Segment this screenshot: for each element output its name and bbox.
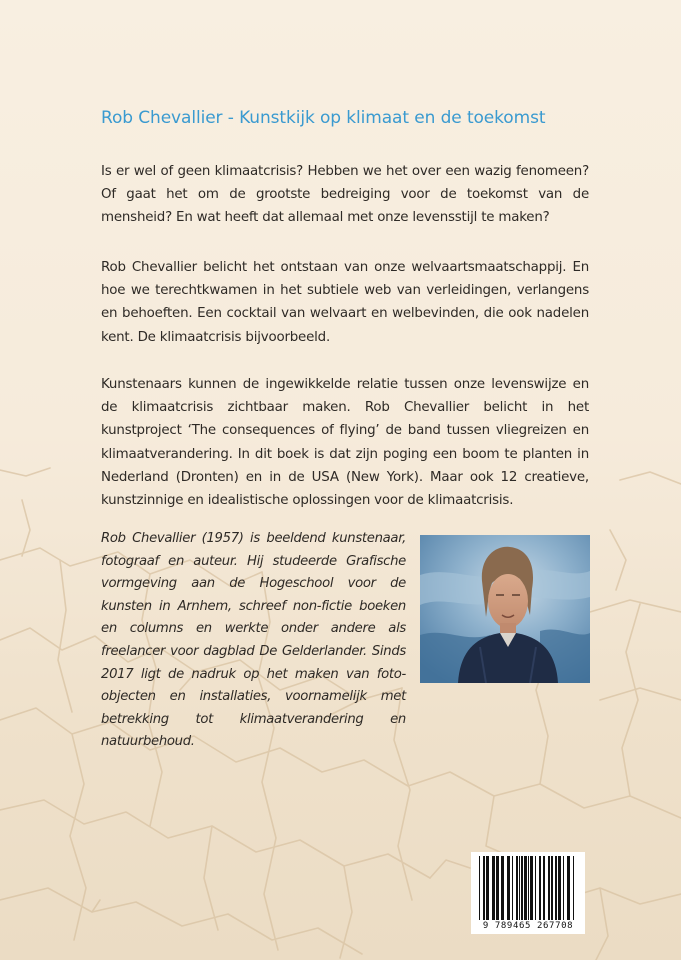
- barcode-bar: [519, 856, 520, 920]
- barcode-bar: [486, 856, 489, 920]
- isbn-barcode: [471, 852, 585, 934]
- barcode-bar: [483, 856, 485, 920]
- barcode-bar: [479, 856, 480, 920]
- barcode-bar: [501, 856, 504, 920]
- barcode-bar: [567, 856, 570, 920]
- barcode-bar: [563, 856, 564, 920]
- barcode-bar: [530, 856, 533, 920]
- blurb-paragraph-1: Is er wel of geen klimaatcrisis? Hebben we het over een wazig fenomeen? Of gaat het om de grootste bedreiging voor de toekomst van de mensheid? En wat heeft dat allemaal met onze levensstijl te maken?: [101, 164, 589, 226]
- barcode-icon: [471, 852, 585, 922]
- barcode-bar: [543, 856, 545, 920]
- barcode-bar: [558, 856, 561, 920]
- author-bio: Rob Chevallier (1957) is beeldend kunstenaar, fotograaf en auteur. Hij studeerde Grafische vormgeving aan de Hogeschool voor de kunsten in Arnhem, schreef non-fictie boeken en columns en werkte onder andere als freelancer voor dagblad De Gelderlander. Sinds 2017 ligt de nadruk op het maken van foto-objecten en installaties, voornamelijk met betrekking tot klimaatverandering en natuurbehoud.: [101, 531, 406, 750]
- blurb-paragraph-3: Kunstenaars kunnen de ingewikkelde relatie tussen onze levenswijze en de klimaatcrisis zichtbaar maken. Rob Chevallier belicht in het kunstproject ‘The consequences of flying’ de band tussen vliegreizen en klimaatverandering. In dit boek is dat zijn poging een boom te planten in Nederland (Dronten) en in de USA (New York). Maar ook 12 creatieve, kunstzinnige en idealistische oplossingen voor de klimaatcrisis.: [101, 377, 589, 509]
- barcode-bar: [535, 856, 536, 920]
- barcode-bar: [539, 856, 541, 920]
- author-portrait-icon: [420, 535, 590, 683]
- barcode-bar: [496, 856, 499, 920]
- barcode-bar: [516, 856, 518, 920]
- barcode-bar: [555, 856, 557, 920]
- barcode-bar: [524, 856, 527, 920]
- barcode-bar: [528, 856, 529, 920]
- barcode-bar: [512, 856, 513, 920]
- blurb-paragraph-2: Rob Chevallier belicht het ontstaan van onze welvaartsmaatschappij. En hoe we terechtkwamen in het subtiele web van verleidingen, verlangens en behoeften. Een cocktail van welvaart en welbevinden, die ook nadelen kent. De klimaatcrisis bijvoorbeeld.: [101, 260, 589, 345]
- isbn-number: 9 789465 267708: [482, 921, 574, 931]
- barcode-bar: [548, 856, 550, 920]
- barcode-bar: [521, 856, 523, 920]
- author-photo: [420, 535, 590, 683]
- barcode-bar: [573, 856, 574, 920]
- barcode-bar: [492, 856, 495, 920]
- barcode-bar: [551, 856, 553, 920]
- book-title: Rob Chevallier - Kunstkijk op klimaat en de toekomst: [101, 108, 546, 128]
- barcode-bar: [507, 856, 510, 920]
